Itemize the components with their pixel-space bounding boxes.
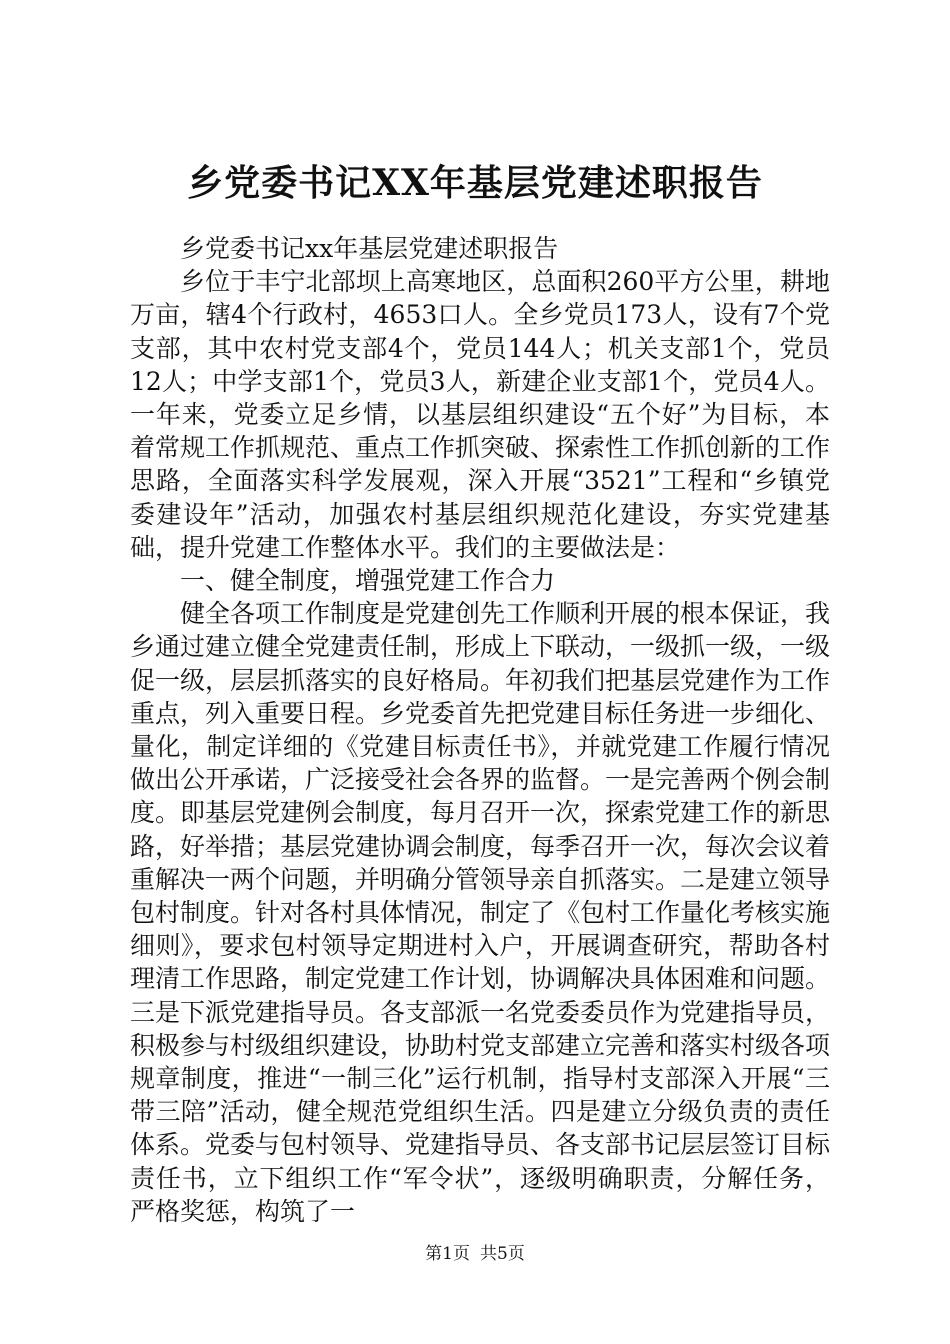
page-number: 第1页 (425, 1244, 470, 1264)
document-title: 乡党委书记XX年基层党建述职报告 (187, 162, 763, 204)
paragraph-system: 健全各项工作制度是党建创先工作顺利开展的根本保证，我乡通过建立健全党建责任制，形成上下联动，一级抓一级，一级促一级，层层抓落实的良好格局。年初我们把基层党建作为工作重点，列入重要日程。乡党委首先把党建目标任务进一步细化、量化，制定详细的《党建目标责任书》，并就党建工作履行情况做出公开承诺，广泛接受社会各界的监督。一是完善两个例会制度。即基层党建例会制度，每月召开一次，探索党建工作的新思路，好举措；基层党建协调会制度，每季召开一次，每次会议着重解决一两个问题，并明确分管领导亲自抓落实。二是建立领导包村制度。针对各村具体情况，制定了《包村工作量化考核实施细则》，要求包村领导定期进村入户，开展调查研究，帮助各村理清工作思路，制定党建工作计划，协调解决具体困难和问题。三是下派党建指导员。各支部派一名党委委员作为党建指导员，积极参与村级组织建设，协助村党支部建立完善和落实村级各项规章制度，推进“一制三化”运行机制，指导村支部深入开展“三带三陪”活动，健全规范党组织生活。四是建立分级负责的责任体系。党委与包村领导、党建指导员、各支部书记层层签订目标责任书，立下组织工作“军令状”，逐级明确职责，分解任务，严格奖惩，构筑了一 (130, 599, 831, 1226)
section-heading: 一、健全制度，增强党建工作合力 (180, 566, 556, 596)
page-footer (0, 1242, 950, 1266)
document-body (130, 232, 830, 1228)
page-total: 共5页 (480, 1244, 525, 1264)
paragraph-heading-line: 乡党委书记xx年基层党建述职报告 (180, 234, 559, 263)
paragraph-overview: 乡位于丰宁北部坝上高寒地区，总面积260平方公里，耕地万亩，辖4个行政村，4653口人。全乡党员173人，设有7个党支部，其中农村党支部4个，党员144人；机关支部1个，党员12人；中学支部1个，党员3人，新建企业支部1个，党员4人。一年来，党委立足乡情，以基层组织建设“五个好”为目标，本着常规工作抓规范、重点工作抓突破、探索性工作抓创新的工作思路，全面落实科学发展观，深入开展“3521”工程和“乡镇党委建设年”活动，加强农村基层组织规范化建设，夯实党建基础，提升党建工作整体水平。我们的主要做法是： (130, 267, 831, 562)
